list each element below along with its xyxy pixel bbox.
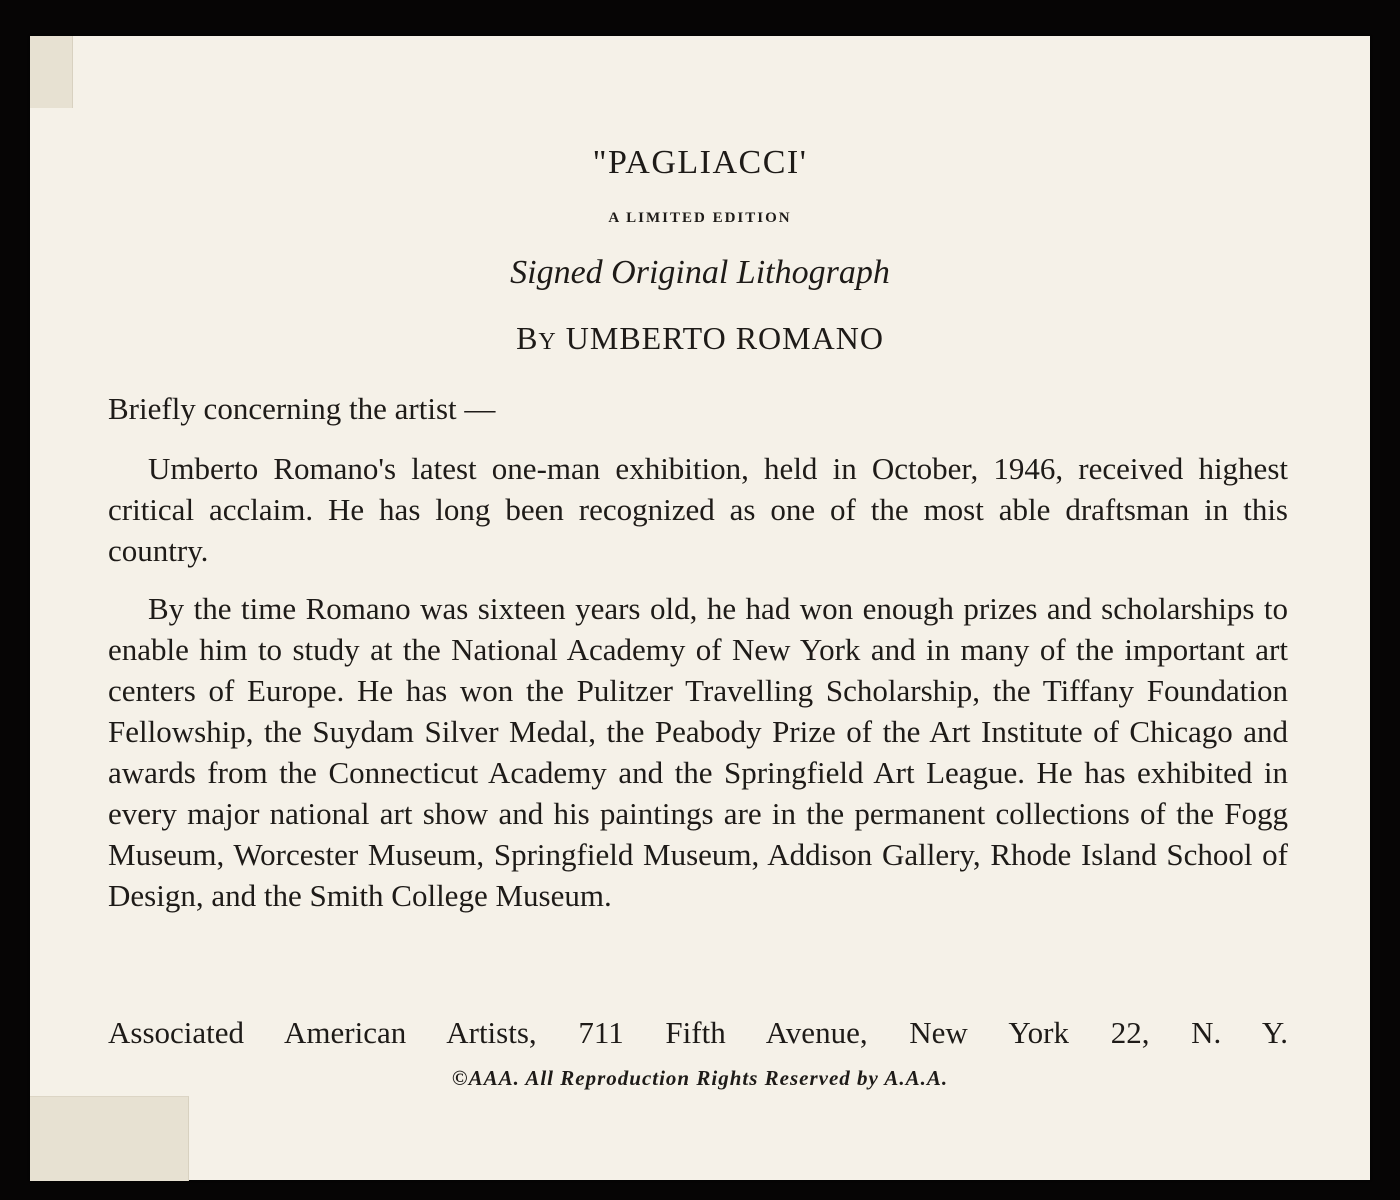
publisher-address: Associated American Artists, 711 Fifth Avenue, New York 22, N. Y. bbox=[108, 1015, 1288, 1050]
artist-byline bbox=[30, 320, 1370, 357]
paragraph-exhibition: Umberto Romano's latest one-man exhibition, held in October, 1946, received highest critical acclaim. He has long been recognized as one of the most able draftsman in this country. bbox=[108, 451, 1288, 568]
byline-prefix-small: Y bbox=[538, 329, 557, 355]
copyright-notice: ©AAA. All Reproduction Rights Reserved by A.A.A. bbox=[451, 1066, 949, 1090]
paragraph-biography: By the time Romano was sixteen years old, he had won enough prizes and scholarships to enable him to study at the National Academy of New York and in many of the important art centers of Europe. He has won the Pulitzer Travelling Scholarship, the Tiffany Foundation Fellowship, the Suydam Silver Medal, the Peabody Prize of the Art Institute of Chicago and awards from the Connecticut Academy and the Springfield Art League. He has exhibited in every major national art show and his paintings are in the permanent collections of the Fogg Museum, Worcester Museum, Springfield Museum, Addison Gallery, Rhode Island School of Design, and the Smith College Museum. bbox=[108, 591, 1288, 913]
tape-strip-top bbox=[30, 36, 73, 108]
intro-line: Briefly concerning the artist — bbox=[108, 391, 496, 426]
document-title: "PAGLIACCI' bbox=[592, 144, 808, 181]
document-card bbox=[30, 36, 1370, 1180]
artist-name: UMBERTO ROMANO bbox=[565, 320, 884, 356]
tape-strip-bottom bbox=[30, 1096, 189, 1181]
byline-prefix-cap: B bbox=[516, 320, 539, 356]
edition-label: A LIMITED EDITION bbox=[608, 210, 792, 226]
document-subtitle: Signed Original Lithograph bbox=[510, 254, 890, 291]
